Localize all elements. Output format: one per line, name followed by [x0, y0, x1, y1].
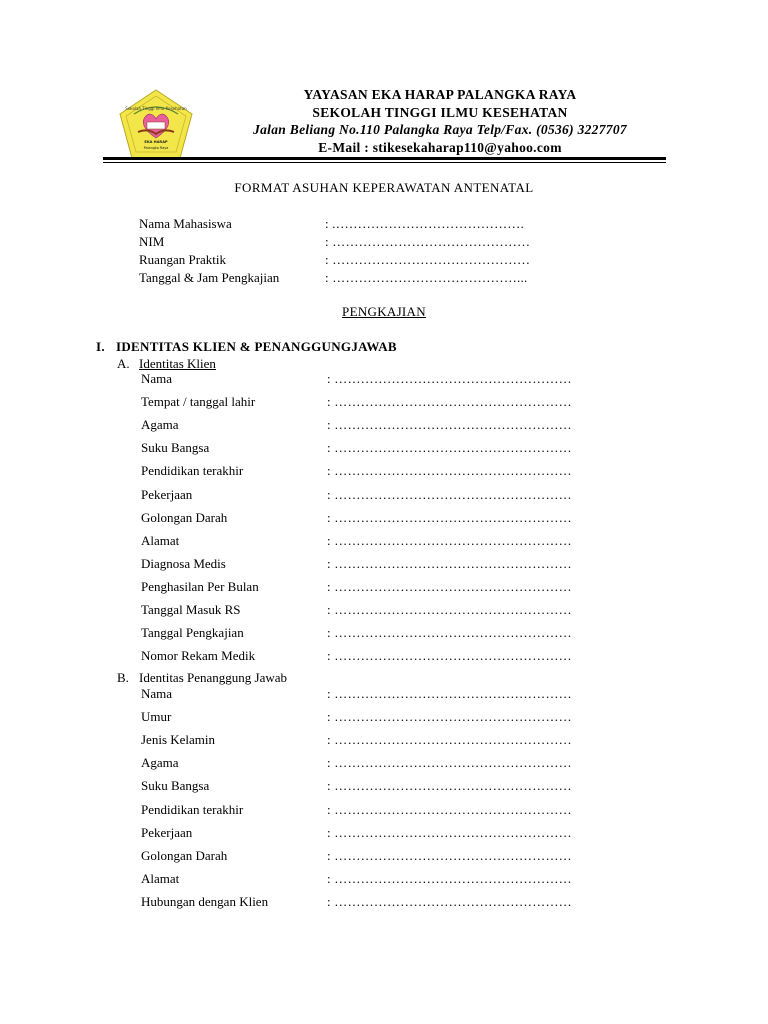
client-field-blank[interactable]: : ……………………………………………… — [327, 440, 572, 456]
letterhead — [240, 86, 640, 156]
client-field-blank[interactable]: : ……………………………………………… — [327, 555, 572, 571]
client-field-label: Tempat / tanggal lahir — [141, 394, 256, 410]
student-field-blank[interactable]: : ……………………………………… — [325, 234, 531, 249]
student-field-label: Nama Mahasiswa — [139, 216, 232, 231]
client-field-label: Pendidikan terakhir — [141, 463, 244, 479]
section-i-number: I. — [96, 339, 105, 354]
client-field-label: Tanggal Pengkajian — [141, 625, 244, 641]
letterhead-rule-thick — [103, 157, 666, 160]
guardian-field-blank[interactable]: : ……………………………………………… — [327, 709, 572, 725]
client-field-blank[interactable]: : ……………………………………………… — [327, 486, 572, 502]
client-field-blank[interactable]: : ……………………………………………… — [327, 532, 572, 548]
logo-text-bottom: Palangka Raya — [143, 146, 169, 150]
guardian-field-label: Jenis Kelamin — [141, 732, 216, 748]
guardian-field-label: Umur — [141, 709, 172, 725]
subsection-b-letter: B. — [117, 670, 129, 685]
school-name: SEKOLAH TINGGI ILMU KESEHATAN — [312, 104, 568, 120]
client-field-label: Tanggal Masuk RS — [141, 602, 241, 617]
subsection-b-title: Identitas Penanggung Jawab — [139, 670, 288, 685]
guardian-field-blank[interactable]: : ……………………………………………… — [327, 686, 572, 701]
guardian-field-blank[interactable]: : ……………………………………………… — [327, 847, 572, 863]
subsection-a-title: Identitas Klien — [139, 356, 216, 371]
subsection-a-heading — [117, 356, 216, 372]
letterhead-rule-thin — [103, 162, 666, 163]
student-field-label: NIM — [139, 234, 165, 249]
guardian-field-label: Hubungan dengan Klien — [141, 893, 269, 909]
section-heading-pengkajian: PENGKAJIAN — [342, 304, 426, 319]
client-field-blank[interactable]: : ……………………………………………… — [327, 394, 572, 410]
client-field-label: Diagnosa Medis — [141, 555, 226, 571]
guardian-field-blank[interactable]: : ……………………………………………… — [327, 870, 572, 886]
client-field-label: Agama — [141, 417, 179, 433]
client-field-label: Nama — [141, 371, 173, 386]
section-i-heading — [96, 339, 397, 355]
guardian-field-blank[interactable]: : ……………………………………………… — [327, 755, 572, 771]
client-field-blank[interactable]: : ……………………………………………… — [327, 578, 572, 594]
guardian-field-label: Alamat — [141, 870, 180, 886]
subsection-b-heading — [117, 670, 287, 686]
stikes-eka-harap-logo — [118, 88, 194, 160]
client-field-label: Nomor Rekam Medik — [141, 648, 256, 664]
client-field-blank[interactable]: : ……………………………………………… — [327, 417, 572, 433]
guardian-field-blank[interactable]: : ……………………………………………… — [327, 893, 572, 909]
student-field-blank[interactable]: : ……………………………………... — [325, 270, 528, 285]
document-title: FORMAT ASUHAN KEPERAWATAN ANTENATAL — [234, 180, 534, 195]
client-field-blank[interactable]: : ……………………………………………… — [327, 509, 572, 525]
guardian-field-label: Golongan Darah — [141, 847, 228, 863]
logo-text-mid: EKA HARAP — [144, 140, 168, 144]
foundation-name: YAYASAN EKA HARAP PALANGKA RAYA — [303, 87, 577, 102]
student-field-label: Ruangan Praktik — [139, 252, 227, 267]
guardian-field-label: Agama — [141, 755, 179, 771]
guardian-field-blank[interactable]: : ……………………………………………… — [327, 801, 572, 817]
guardian-field-label: Pekerjaan — [141, 824, 193, 840]
client-field-label: Suku Bangsa — [141, 440, 210, 456]
school-email: E-Mail : stikesekaharap110@yahoo.com — [318, 139, 562, 155]
guardian-field-blank[interactable]: : ……………………………………………… — [327, 778, 572, 794]
subsection-a-letter: A. — [117, 356, 130, 371]
student-field-blank[interactable]: : .……………………………………. — [325, 216, 524, 231]
client-field-label: Golongan Darah — [141, 509, 228, 525]
client-field-blank[interactable]: : ……………………………………………… — [327, 371, 572, 386]
client-field-blank[interactable]: : ……………………………………………… — [327, 625, 572, 641]
guardian-field-blank[interactable]: : ……………………………………………… — [327, 732, 572, 748]
client-field-blank[interactable]: : ……………………………………………… — [327, 463, 572, 479]
client-field-blank[interactable]: : ……………………………………………… — [327, 602, 572, 617]
student-field-label: Tanggal & Jam Pengkajian — [139, 270, 280, 285]
client-field-label: Pekerjaan — [141, 486, 193, 502]
guardian-field-label: Suku Bangsa — [141, 778, 210, 794]
client-field-blank[interactable]: : ……………………………………………… — [327, 648, 572, 664]
logo-text-top: Sekolah Tinggi Ilmu Kesehatan — [125, 106, 187, 111]
guardian-field-blank[interactable]: : ……………………………………………… — [327, 824, 572, 840]
guardian-field-label: Pendidikan terakhir — [141, 801, 244, 817]
client-field-label: Penghasilan Per Bulan — [141, 578, 259, 594]
guardian-field-label: Nama — [141, 686, 173, 701]
client-field-label: Alamat — [141, 532, 180, 548]
school-address: Jalan Beliang No.110 Palangka Raya Telp/Fax. (0536) 3227707 — [253, 122, 627, 137]
student-field-blank[interactable]: : ……………………………………… — [325, 252, 531, 267]
section-i-title: IDENTITAS KLIEN & PENANGGUNGJAWAB — [116, 339, 397, 354]
